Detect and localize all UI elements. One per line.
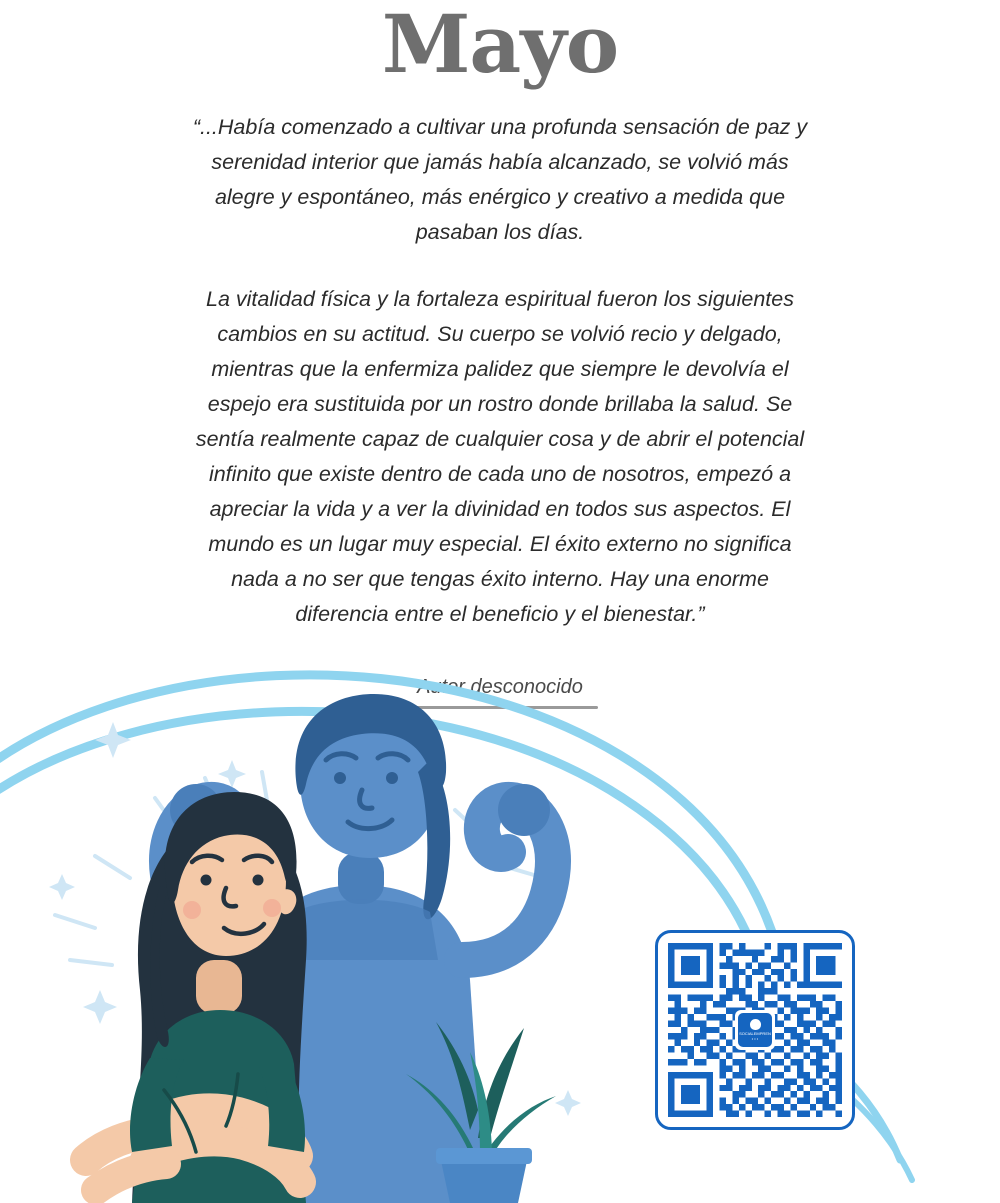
quote-paragraph-1: “...Había comenzado a cultivar una profunda sensación de paz y serenidad interior que jamás había alcanzado, se volvió más alegre y espontáneo, más enérgico y creativo a medida que pasaban los días.: [192, 115, 808, 244]
lightbulb-icon: [750, 1019, 761, 1030]
quote-block: [190, 110, 810, 632]
qr-code-card[interactable]: [655, 930, 855, 1130]
page-title: Mayo: [381, 0, 619, 91]
quote-paragraph-2: La vitalidad física y la fortaleza espiritual fueron los siguientes cambios en su actitud. Su cuerpo se volvió recio y delgado, mientras que la enfermiza palidez que siempre le devolvía el espejo era sustituida por un rostro donde brillaba la salud. Se sentía realmente capaz de cualquier cosa y de abrir el potencial infinito que existe dentro de cada uno de nosotros, empezó a apreciar la vida y a ver la divinidad en todos sus aspectos. El mundo es un lugar muy especial. El éxito externo no significa nada a no ser que tengas éxito interno. Hay una enorme diferencia entre el beneficio y el bienestar.”: [195, 287, 805, 626]
qr-logo-text: SOCIALEMPREN: [739, 1031, 771, 1036]
qr-logo: [735, 1010, 775, 1050]
qr-logo-dots: • • •: [751, 1036, 759, 1041]
woman-figure: [86, 792, 307, 1203]
qr-logo-badge: [738, 1013, 772, 1047]
quote-author-label: Autor desconocido: [417, 676, 583, 698]
